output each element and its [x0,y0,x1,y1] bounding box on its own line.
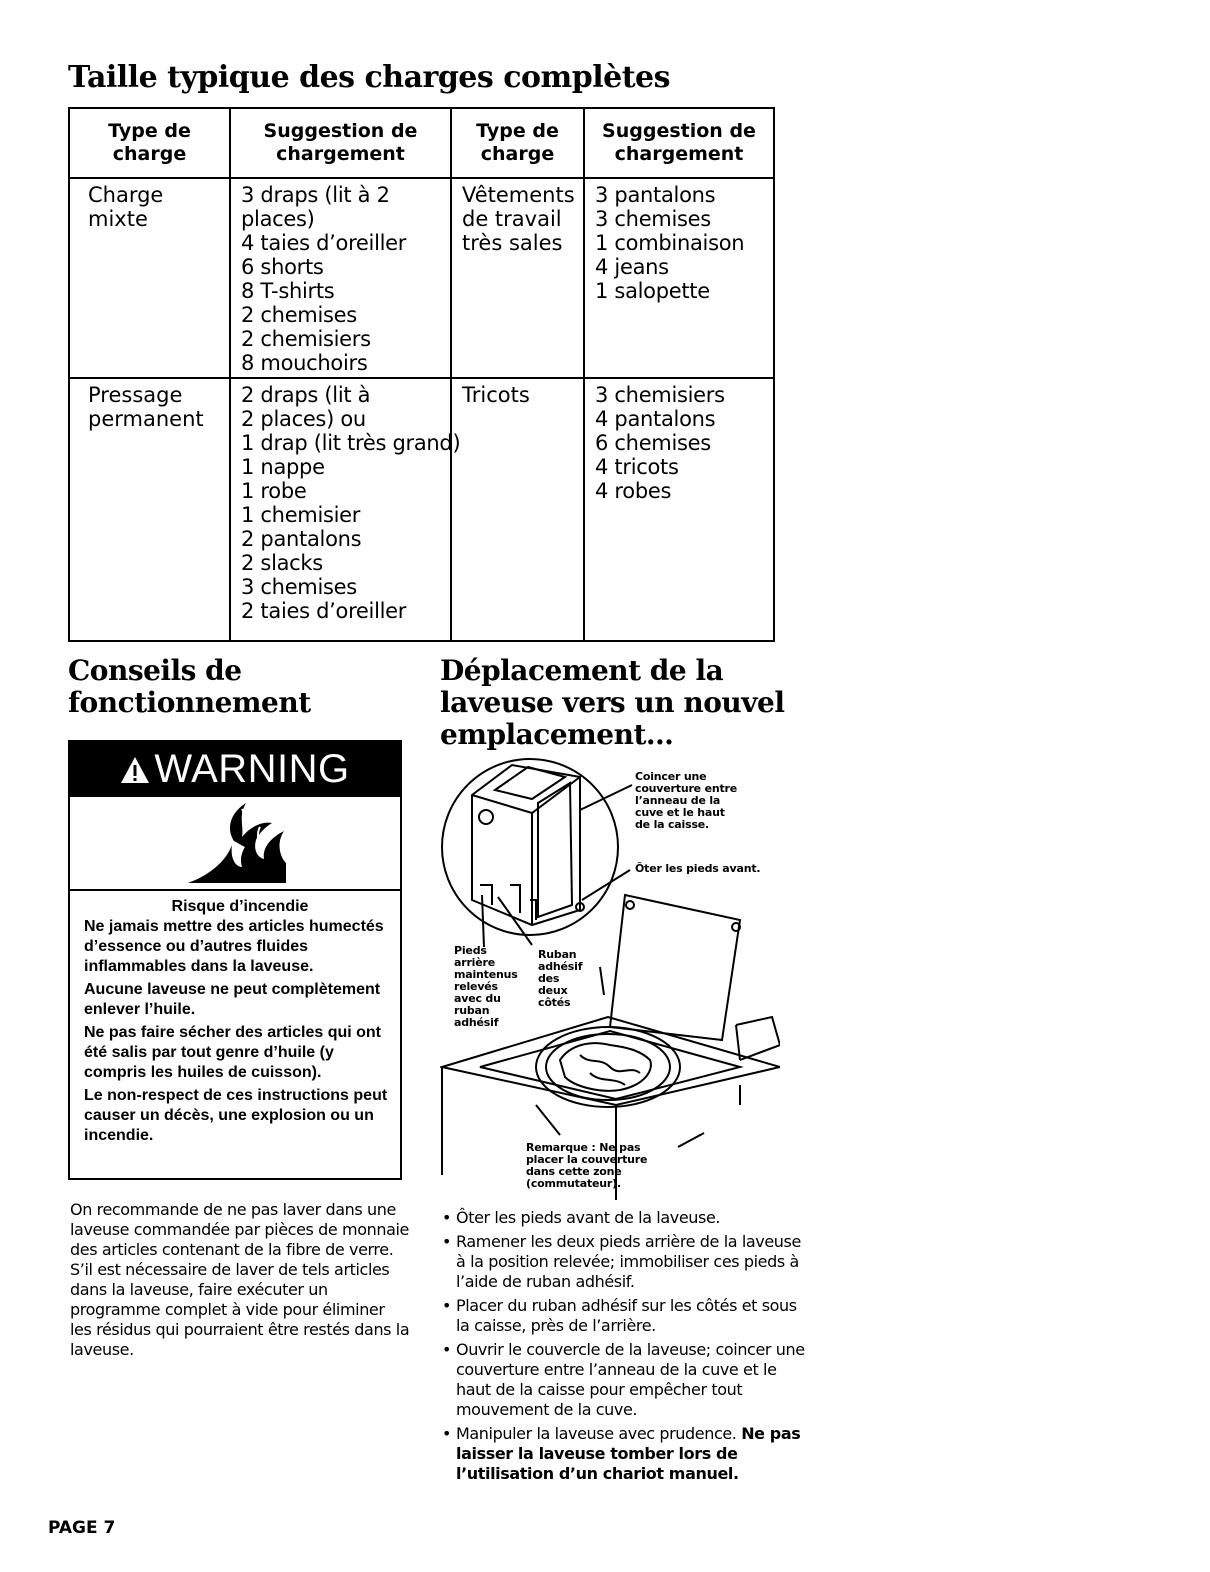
load-item: places) [241,207,315,231]
recommendation-paragraph: On recommande de ne pas laver dans une laveuse commandée par pièces de monnaie des articles contenant de la fibre de verre. S’il est nécessaire de laver de tels articles dans la laveuse, faire exécuter un programme complet à vide pour éliminer les résidus qui pourraient être restés dans la laveuse. [70,1200,410,1359]
warning-box [68,740,402,1180]
load-item: 4 pantalons [595,407,716,431]
load-item: 1 salopette [595,279,710,303]
load-item: 8 T-shirts [241,279,335,303]
load-item: 2 draps (lit à [241,383,371,407]
load-item: 6 shorts [241,255,324,279]
load-item: 1 combinaison [595,231,745,255]
washer-moving-illustration [440,755,780,1200]
list-item: • Placer du ruban adhésif sur les côtés et sous la caisse, près de l’arrière. [440,1296,805,1336]
step-text: Manipuler la laveuse avec prudence. [456,1424,737,1443]
load-item: 3 chemises [595,207,711,231]
warning-header [70,742,400,797]
fire-hazard-icon [180,801,290,885]
list-item: • Ramener les deux pieds arrière de la laveuse à la position relevée; immobiliser ces pieds à l’aide de ruban adhésif. [440,1232,805,1292]
callout-tape: Ruban adhésif des deux côtés [538,948,583,1009]
load-type-cell: Tricots [451,378,584,641]
table-row [69,178,774,378]
load-item: 1 drap (lit très grand) [241,431,461,455]
moving-steps-list [440,1208,805,1488]
load-item: 2 chemises [241,303,357,327]
header-suggestion-2: Suggestion de chargement [584,108,774,178]
load-items-cell [230,378,461,641]
callout-front-feet: Ôter les pieds avant. [635,862,761,875]
warning-paragraph: Ne pas faire sécher des articles qui ont été salis par tout genre d’huile (y compris les huiles de cuisson). [84,1024,382,1081]
load-size-table [68,107,775,642]
load-item: 6 chemises [595,431,711,455]
page-title: Taille typique des charges complètes [68,60,671,95]
load-item: 8 mouchoirs [241,351,368,375]
load-item: 4 taies d’oreiller [241,231,407,255]
callout-blanket: Coincer une couverture entre l’anneau de la cuve et le haut de la caisse. [635,770,738,831]
list-item: • Ouvrir le couvercle de la laveuse; coincer une couverture entre l’anneau de la cuve et le haut de la caisse pour empêcher tout mouvement de la cuve. [440,1340,805,1420]
load-item: 3 chemises [241,575,357,599]
load-item: 4 robes [595,479,672,503]
load-item: 1 nappe [241,455,325,479]
load-item: 2 taies d’oreiller [241,599,407,623]
table-row [69,378,774,641]
load-items-cell [230,178,451,378]
warning-paragraph: Aucune laveuse ne peut complètement enlever l’huile. [84,981,381,1018]
header-suggestion-1: Suggestion de chargement [230,108,451,178]
load-type-cell: Charge mixte [69,178,230,378]
load-item: 3 pantalons [595,183,716,207]
header-load-type-1: Type de charge [69,108,230,178]
load-item: 2 slacks [241,551,323,575]
header-load-type-2: Type de charge [451,108,584,178]
list-item: • Ôter les pieds avant de la laveuse. [440,1208,805,1228]
load-item: 4 jeans [595,255,669,279]
section-title-deplacement: Déplacement de la laveuse vers un nouvel emplacement… [440,654,785,751]
callout-note: Remarque : Ne pas placer la couverture dans cette zone (commutateur). [526,1141,648,1190]
warning-triangle-icon [120,756,150,784]
load-item: 3 chemisiers [595,383,725,407]
load-item: 1 chemisier [241,503,361,527]
load-item: 2 chemisiers [241,327,371,351]
load-type-cell: Pressage permanent [69,378,230,641]
load-items-cell [584,378,774,641]
callout-rear-feet: Pieds arrière maintenus relevés avec du ruban adhésif [454,944,518,1029]
warning-paragraph: Ne jamais mettre des articles humectés d’essence ou d’autres fluides inflammables dans la laveuse. [84,918,384,975]
list-item [440,1424,805,1484]
load-item: 2 pantalons [241,527,362,551]
load-item: 2 places) ou [241,407,366,431]
load-type-cell: Vêtements de travail très sales [451,178,584,378]
load-item: 1 robe [241,479,307,503]
warning-paragraph: Le non-respect de ces instructions peut causer un décès, une explosion ou un incendie. [84,1087,388,1144]
warning-label: WARNING [154,747,350,791]
step-bold-text: Ne pas laisser la laveuse tomber lors de l’utilisation d’un chariot manuel. [456,1424,801,1483]
load-items-cell [584,178,774,378]
load-item: 4 tricots [595,455,679,479]
load-item: 3 draps (lit à 2 [241,183,390,207]
warning-subtitle: Risque d’incendie [171,898,309,915]
page-number: PAGE 7 [48,1518,116,1538]
section-title-conseils: Conseils de fonctionnement [68,654,311,719]
